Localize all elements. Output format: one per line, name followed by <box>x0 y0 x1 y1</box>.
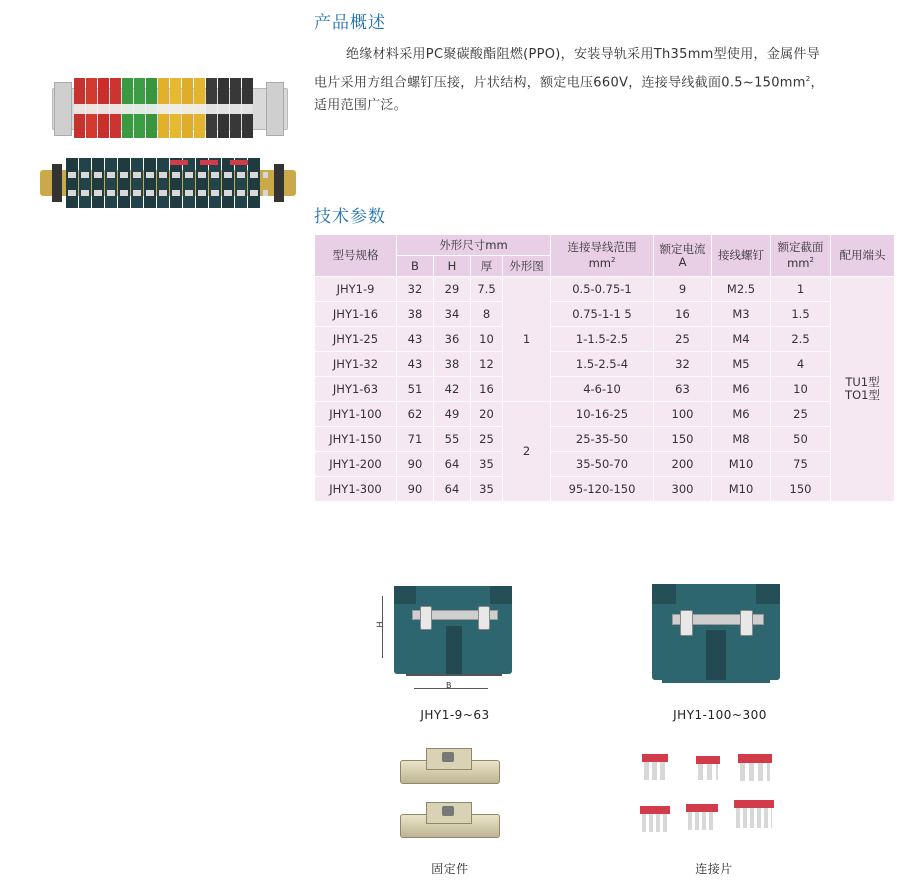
small-terminal-figure <box>376 586 526 694</box>
cell-model: JHY1-200 <box>315 452 397 477</box>
cell-range: 4-6-10 <box>551 377 654 402</box>
cell-model: JHY1-25 <box>315 327 397 352</box>
cell-screw: M3 <box>712 302 771 327</box>
cell-range: 0.5-0.75-1 <box>551 277 654 302</box>
cell-range: 0.75-1-1 5 <box>551 302 654 327</box>
cell-thick: 35 <box>471 452 503 477</box>
cell-b: 38 <box>397 302 434 327</box>
cell-b: 71 <box>397 427 434 452</box>
spec-header-row-1 <box>315 235 895 256</box>
table-row <box>315 477 895 502</box>
cell-terminal <box>831 277 895 502</box>
cell-range: 35-50-70 <box>551 452 654 477</box>
cell-range: 10-16-25 <box>551 402 654 427</box>
cell-thick: 8 <box>471 302 503 327</box>
cell-section: 75 <box>771 452 831 477</box>
large-terminal-caption: JHY1-100~300 <box>673 708 767 722</box>
cell-thick: 20 <box>471 402 503 427</box>
header-section-unit-sup: 2 <box>809 256 814 265</box>
table-row <box>315 352 895 377</box>
table-row <box>315 427 895 452</box>
overview-line-2-text: 电片采用方组合螺钉压接，片状结构，额定电压660V，连接导线截面0.5~150mm <box>314 75 806 91</box>
cell-thick: 25 <box>471 427 503 452</box>
cell-model: JHY1-63 <box>315 377 397 402</box>
cell-outline-group-2: 2 <box>503 402 551 502</box>
table-row <box>315 302 895 327</box>
header-terminal: 配用端头 <box>831 235 895 277</box>
header-screw: 接线螺钉 <box>712 235 771 277</box>
terminal-line-2: TO1型 <box>845 388 880 402</box>
overview-line-2 <box>314 69 914 93</box>
cell-b: 32 <box>397 277 434 302</box>
cell-h: 29 <box>434 277 471 302</box>
cell-model: JHY1-9 <box>315 277 397 302</box>
cell-model: JHY1-300 <box>315 477 397 502</box>
cell-screw: M4 <box>712 327 771 352</box>
cell-b: 43 <box>397 352 434 377</box>
header-current-label: 额定电流 <box>659 241 706 256</box>
table-row <box>315 402 895 427</box>
dim-h-label: H <box>374 621 384 628</box>
cell-thick: 16 <box>471 377 503 402</box>
table-row <box>315 327 895 352</box>
cell-thick: 10 <box>471 327 503 352</box>
cell-h: 64 <box>434 477 471 502</box>
cell-current: 25 <box>654 327 712 352</box>
fixing-piece-caption: 固定件 <box>431 862 469 876</box>
cell-outline-group-1: 1 <box>503 277 551 402</box>
cell-b: 90 <box>397 452 434 477</box>
header-wire-range-label: 连接导线范围 <box>567 240 637 255</box>
cell-screw: M6 <box>712 402 771 427</box>
header-h: H <box>434 256 471 277</box>
cell-screw: M8 <box>712 427 771 452</box>
overview-line-2-end: ， <box>810 75 824 91</box>
header-model: 型号规格 <box>315 235 397 277</box>
cell-current: 32 <box>654 352 712 377</box>
header-thick: 厚 <box>471 256 503 277</box>
cell-current: 16 <box>654 302 712 327</box>
link-pieces-caption: 连接片 <box>695 862 733 876</box>
cell-h: 49 <box>434 402 471 427</box>
cell-section: 50 <box>771 427 831 452</box>
cell-model: JHY1-100 <box>315 402 397 427</box>
cell-b: 62 <box>397 402 434 427</box>
small-terminal-caption: JHY1-9~63 <box>420 708 490 722</box>
cell-h: 55 <box>434 427 471 452</box>
cell-section: 1 <box>771 277 831 302</box>
header-wire-range <box>551 235 654 277</box>
cell-thick: 7.5 <box>471 277 503 302</box>
table-row <box>315 277 895 302</box>
header-wire-unit: mm <box>588 255 611 270</box>
fixing-piece-image <box>396 744 502 848</box>
overview-line-2-sup: 2 <box>805 75 811 83</box>
cell-h: 34 <box>434 302 471 327</box>
cell-current: 200 <box>654 452 712 477</box>
black-terminal-strip-image <box>40 158 296 208</box>
specs-title: 技术参数 <box>314 207 386 227</box>
header-current <box>654 235 712 277</box>
cell-current: 300 <box>654 477 712 502</box>
cell-h: 64 <box>434 452 471 477</box>
header-b: B <box>397 256 434 277</box>
cell-current: 63 <box>654 377 712 402</box>
link-pieces-image <box>638 750 778 844</box>
cell-section: 2.5 <box>771 327 831 352</box>
cell-screw: M6 <box>712 377 771 402</box>
cell-current: 100 <box>654 402 712 427</box>
cell-range: 1-1.5-2.5 <box>551 327 654 352</box>
cell-screw: M10 <box>712 452 771 477</box>
cell-current: 9 <box>654 277 712 302</box>
large-terminal-figure <box>652 584 780 694</box>
colored-terminal-strip-image <box>52 78 286 140</box>
cell-b: 51 <box>397 377 434 402</box>
cell-range: 1.5-2.5-4 <box>551 352 654 377</box>
cell-screw: M5 <box>712 352 771 377</box>
header-outline: 外形图 <box>503 256 551 277</box>
header-section <box>771 235 831 277</box>
cell-b: 90 <box>397 477 434 502</box>
cell-current: 150 <box>654 427 712 452</box>
cell-screw: M10 <box>712 477 771 502</box>
overview-line-1: 绝缘材料采用PC聚碳酸酯阻燃(PPO)，安装导轨采用Th35mm型使用，金属件导 <box>346 47 821 62</box>
cell-section: 1.5 <box>771 302 831 327</box>
cell-screw: M2.5 <box>712 277 771 302</box>
cell-model: JHY1-16 <box>315 302 397 327</box>
header-dims: 外形尺寸mm <box>397 235 551 256</box>
overview-title: 产品概述 <box>314 13 386 33</box>
cell-thick: 12 <box>471 352 503 377</box>
cell-section: 10 <box>771 377 831 402</box>
cell-h: 42 <box>434 377 471 402</box>
overview-paragraph <box>314 44 914 116</box>
header-section-unit: mm <box>787 255 810 270</box>
cell-section: 25 <box>771 402 831 427</box>
cell-h: 36 <box>434 327 471 352</box>
cell-range: 95-120-150 <box>551 477 654 502</box>
cell-thick: 35 <box>471 477 503 502</box>
terminal-line-1: TU1型 <box>845 375 880 389</box>
spec-table <box>314 234 895 502</box>
cell-range: 25-35-50 <box>551 427 654 452</box>
overview-line-3: 适用范围广泛。 <box>314 98 408 114</box>
header-current-unit: A <box>678 254 687 269</box>
header-wire-unit-sup: 2 <box>610 256 616 265</box>
table-row <box>315 452 895 477</box>
cell-section: 150 <box>771 477 831 502</box>
cell-b: 43 <box>397 327 434 352</box>
table-row <box>315 377 895 402</box>
header-section-label: 额定截面 <box>777 240 824 255</box>
cell-h: 38 <box>434 352 471 377</box>
cell-model: JHY1-32 <box>315 352 397 377</box>
cell-model: JHY1-150 <box>315 427 397 452</box>
cell-section: 4 <box>771 352 831 377</box>
dim-b-label: B <box>446 681 452 690</box>
